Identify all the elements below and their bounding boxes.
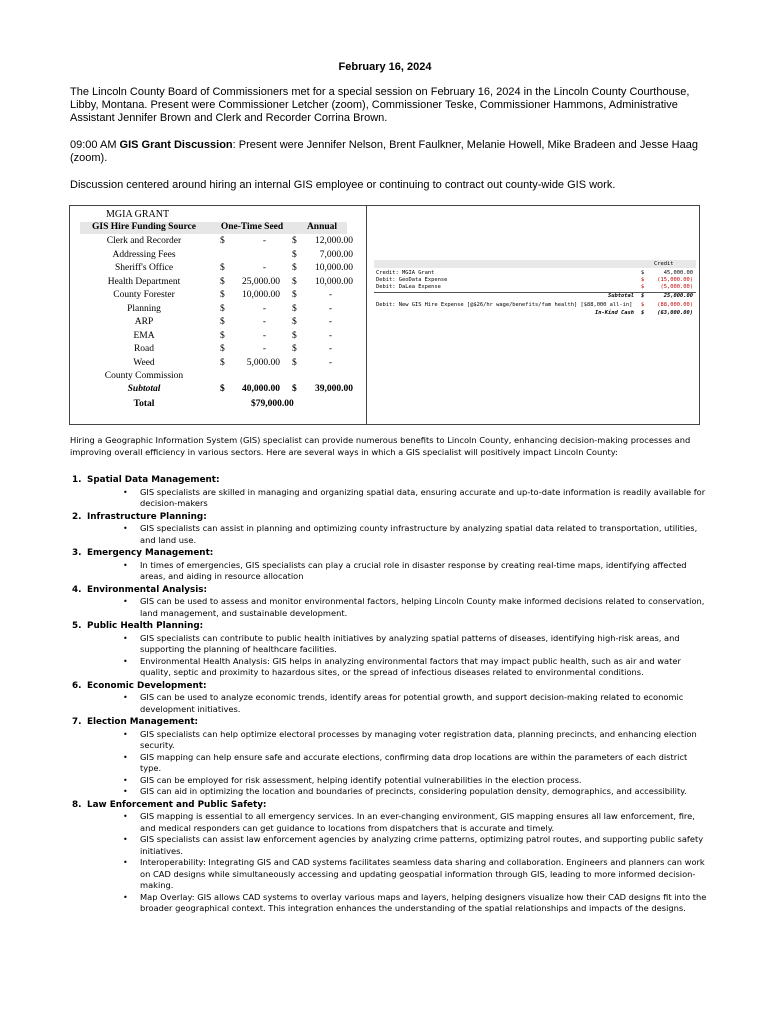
benefit-bullet: • Map Overlay: GIS allows CAD systems to overlay various maps and layers, helping designers visualize how their CAD designs fit into the broader geographical context. This integration enhances the understanding of the spatial relationships and impacts of the designs. bbox=[140, 892, 710, 915]
row-source: EMA bbox=[133, 330, 155, 341]
ledger-value: (5,000.00) bbox=[660, 284, 693, 290]
ledger-row bbox=[374, 292, 696, 300]
row-seed-dollar: $ bbox=[220, 330, 225, 341]
benefit-bullet-list bbox=[70, 560, 710, 583]
benefit-section-title bbox=[70, 680, 710, 693]
row-annual-dollar: $ bbox=[292, 263, 297, 273]
header-seed: One-Time Seed bbox=[220, 222, 284, 232]
row-annual-dollar: $ bbox=[292, 303, 297, 314]
ledger-value: 45,000.00 bbox=[663, 270, 693, 276]
ledger-dollar: $ bbox=[641, 270, 645, 276]
benefit-section bbox=[70, 799, 710, 915]
benefit-bullet: • Environmental Health Analysis: GIS helps in analyzing environmental factors that may impact public health, such as air and water quality, septic and proximity to hazardous sites, or the spread of infectious diseases related to environmental conditions. bbox=[140, 656, 710, 679]
benefit-section-number: 8. bbox=[72, 799, 82, 810]
benefit-section-heading: Environmental Analysis: bbox=[87, 584, 208, 595]
benefit-bullet: • GIS specialists can assist in planning and optimizing county infrastructure by analyzing spatial data related to transportation, utilities, and land use. bbox=[140, 523, 710, 546]
subtotal-seed-dollar: $ bbox=[220, 384, 225, 394]
benefit-section-title bbox=[70, 584, 710, 597]
benefit-section-number: 5. bbox=[72, 621, 82, 631]
grant-table-title: MGIA GRANT bbox=[106, 209, 170, 220]
ledger-value: (63,000.00) bbox=[657, 310, 693, 316]
row-annual-dollar: $ bbox=[292, 249, 297, 260]
ledger-header-credit: Credit bbox=[654, 261, 674, 267]
discussion-text: : Present were Jennifer Nelson, Brent Faulkner, Melanie Howell, Mike Bradeen and Jesse Haag (zoom). bbox=[70, 139, 698, 164]
row-seed: - bbox=[262, 317, 266, 327]
grant-table-row bbox=[80, 331, 347, 344]
benefits-list bbox=[70, 474, 710, 916]
grant-table-row bbox=[80, 317, 347, 330]
ledger-dollar: $ bbox=[641, 284, 645, 290]
benefit-section bbox=[70, 584, 710, 620]
benefit-bullet: • In times of emergencies, GIS specialists can play a crucial role in disaster response by creating real-time maps, identifying affected areas, and aiding in resource allocation bbox=[140, 560, 710, 583]
benefit-section-heading: Economic Development: bbox=[87, 680, 207, 691]
benefit-bullet: • GIS specialists can contribute to public health initiatives by analyzing spatial patterns of diseases, identifying high-risk areas, and supporting the planning of healthcare facilities. bbox=[140, 633, 710, 656]
ledger-desc: Debit: New GIS Hire Expense [@$26/hr wage/benefits/fam health] [$88,000 all-in] bbox=[376, 302, 633, 308]
benefit-section-number: 2. bbox=[72, 511, 82, 522]
meeting-date: February 16, 2024 bbox=[338, 61, 432, 73]
benefit-section-title bbox=[70, 716, 710, 729]
row-annual: - bbox=[328, 344, 332, 354]
benefit-section-number: 6. bbox=[72, 680, 82, 691]
discussion-time: 09:00 AM bbox=[70, 139, 117, 151]
row-annual-dollar: $ bbox=[292, 357, 297, 368]
benefit-section bbox=[70, 620, 710, 679]
row-seed: - bbox=[262, 236, 266, 246]
row-seed: 5,000.00 bbox=[246, 357, 280, 368]
grant-table-header bbox=[80, 222, 347, 234]
row-seed-dollar: $ bbox=[220, 236, 225, 246]
benefit-section-title bbox=[70, 620, 710, 633]
benefit-section-heading: Spatial Data Management: bbox=[87, 475, 220, 485]
row-seed-dollar: $ bbox=[220, 276, 225, 287]
discussion-paragraph bbox=[70, 139, 700, 165]
grant-table-row bbox=[80, 371, 347, 384]
grant-table-row bbox=[80, 290, 347, 303]
row-annual-dollar: $ bbox=[292, 290, 297, 300]
row-annual: 10,000.00 bbox=[315, 276, 353, 287]
grant-table-row bbox=[80, 276, 353, 290]
row-source: Clerk and Recorder bbox=[106, 236, 182, 246]
row-annual: 10,000.00 bbox=[315, 263, 353, 273]
ledger-header bbox=[374, 260, 696, 268]
row-source: Road bbox=[133, 344, 155, 354]
row-annual: - bbox=[328, 330, 332, 341]
benefit-section-title bbox=[70, 547, 710, 560]
benefit-section-heading: Infrastructure Planning: bbox=[87, 511, 207, 522]
ledger-desc: Credit: MGIA Grant bbox=[376, 270, 435, 276]
row-seed: - bbox=[262, 263, 266, 273]
grant-table-row bbox=[80, 263, 353, 276]
row-seed: - bbox=[262, 303, 266, 314]
benefit-section bbox=[70, 474, 710, 510]
ledger-desc: Debit: GeoData Expense bbox=[376, 277, 448, 283]
ledger-row bbox=[374, 284, 696, 291]
benefit-section-number: 4. bbox=[72, 584, 82, 595]
row-source: ARP bbox=[134, 317, 154, 327]
grant-table-row bbox=[80, 249, 353, 263]
row-annual: - bbox=[328, 357, 332, 368]
row-seed-dollar: $ bbox=[220, 303, 225, 314]
benefit-bullet-list bbox=[70, 811, 710, 915]
benefit-bullet-list bbox=[70, 692, 710, 715]
ledger-dollar: $ bbox=[641, 277, 645, 283]
row-annual-dollar: $ bbox=[292, 344, 297, 354]
row-annual: - bbox=[328, 303, 332, 314]
row-source: Planning bbox=[127, 303, 161, 314]
total-value: $79,000.00 bbox=[251, 399, 294, 409]
subtotal-label: Subtotal bbox=[127, 384, 161, 394]
benefit-section bbox=[70, 716, 710, 798]
ledger-value: 25,000.00 bbox=[663, 293, 693, 299]
row-seed: - bbox=[262, 344, 266, 354]
ledger-dollar: $ bbox=[641, 293, 645, 299]
ledger-panel bbox=[367, 206, 699, 424]
benefit-bullet-list bbox=[70, 487, 710, 510]
ledger-value: (15,000.00) bbox=[657, 277, 693, 283]
row-seed-dollar: $ bbox=[220, 357, 225, 368]
benefit-bullet-list bbox=[70, 523, 710, 546]
grant-table-row bbox=[80, 236, 353, 249]
benefit-section-heading: Election Management: bbox=[87, 717, 199, 727]
row-seed: 10,000.00 bbox=[242, 290, 280, 300]
header-annual: Annual bbox=[306, 222, 338, 232]
row-annual: 12,000.00 bbox=[315, 236, 353, 246]
benefit-bullet: • GIS specialists can help optimize electoral processes by managing voter registration data, planning precincts, and enhancing election security. bbox=[140, 729, 710, 752]
ledger-row bbox=[374, 310, 696, 317]
grant-figure bbox=[69, 205, 700, 425]
row-annual-dollar: $ bbox=[292, 317, 297, 327]
row-annual: - bbox=[328, 317, 332, 327]
benefit-bullet: • GIS can be employed for risk assessment, helping identify potential vulnerabilities in the election process. bbox=[140, 775, 710, 787]
intro-paragraph: The Lincoln County Board of Commissioners met for a special session on February 16, 2024 in the Lincoln County Courthouse, Libby, Montana. Present were Commissioner Letcher (zoom), Commissioner Teske, Commissioner Hammons, Administrative Assistant Jennifer Brown and Clerk and Recorder Corrina Brown. bbox=[70, 86, 690, 124]
grant-table-row bbox=[80, 358, 347, 371]
row-source: Health Department bbox=[107, 276, 181, 287]
row-annual-dollar: $ bbox=[292, 330, 297, 341]
row-seed-dollar: $ bbox=[220, 290, 225, 300]
benefit-bullet: • GIS mapping is essential to all emergency services. In an ever-changing environment, GIS mapping ensures all law enforcement, fire, and medical responders can get guidance to locations from dispatchers that is accurate and timely. bbox=[140, 811, 710, 834]
benefit-section-heading: Public Health Planning: bbox=[87, 621, 204, 631]
row-source: County Commission bbox=[104, 371, 184, 381]
benefit-section-number: 1. bbox=[72, 475, 82, 485]
benefit-bullet-list bbox=[70, 729, 710, 798]
subtotal-annual-dollar: $ bbox=[292, 384, 297, 394]
row-seed-dollar: $ bbox=[220, 263, 225, 273]
benefit-section bbox=[70, 511, 710, 547]
ledger-desc: In-Kind Cash bbox=[595, 310, 634, 316]
benefit-section-heading: Law Enforcement and Public Safety: bbox=[87, 799, 267, 810]
row-source: Weed bbox=[133, 357, 155, 368]
benefit-bullet-list bbox=[70, 596, 710, 619]
total-label: Total bbox=[133, 399, 155, 409]
row-annual-dollar: $ bbox=[292, 236, 297, 246]
row-source: Sheriff's Office bbox=[114, 263, 174, 273]
subtotal-seed: 40,000.00 bbox=[242, 384, 280, 394]
benefit-bullet: • GIS can be used to analyze economic trends, identify areas for potential growth, and support decision-making related to economic development initiatives. bbox=[140, 692, 710, 715]
header-source: GIS Hire Funding Source bbox=[92, 222, 196, 232]
benefit-bullet: • GIS can be used to assess and monitor environmental factors, helping Lincoln County make informed decisions related to conservation, land management, and sustainable development. bbox=[140, 596, 710, 619]
benefit-bullet: • GIS specialists can assist law enforcement agencies by analyzing crime patterns, optimizing patrol routes, and supporting public safety initiatives. bbox=[140, 834, 710, 857]
row-source: County Forester bbox=[113, 290, 175, 300]
benefit-section-title bbox=[70, 474, 710, 487]
benefit-bullet: • GIS can aid in optimizing the location and boundaries of precincts, considering population density, demographics, and accessibility. bbox=[140, 786, 710, 798]
summary-paragraph: Discussion centered around hiring an internal GIS employee or continuing to contract out county-wide GIS work. bbox=[70, 179, 616, 191]
ledger-value: (88,000.00) bbox=[657, 302, 693, 308]
ledger-desc: Debit: DaLea Expense bbox=[376, 284, 441, 290]
ledger-row bbox=[374, 277, 696, 284]
benefit-bullet: • GIS specialists are skilled in managing and organizing spatial data, ensuring accurate and up-to-date information is readily available for decision-makers bbox=[140, 487, 710, 510]
row-seed-dollar: $ bbox=[220, 344, 225, 354]
benefits-intro: Hiring a Geographic Information System (GIS) specialist can provide numerous benefits to Lincoln County, enhancing decision-making processes and improving overall efficiency in various sectors. Here are several ways in which a GIS specialist will positively impact Lincoln County: bbox=[70, 435, 691, 457]
benefit-bullet: • Interoperability: Integrating GIS and CAD systems facilitates seamless data sharing and collaboration. Engineers and planners can work on CAD designs while simultaneously accessing and updating geospatial information through GIS, leading to more informed decision-making. bbox=[140, 857, 710, 892]
row-annual: 7,000.00 bbox=[319, 249, 353, 260]
benefit-section-title bbox=[70, 511, 710, 524]
row-annual-dollar: $ bbox=[292, 276, 297, 287]
grant-table bbox=[70, 206, 367, 424]
ledger-dollar: $ bbox=[641, 310, 645, 316]
row-source: Addressing Fees bbox=[112, 249, 176, 260]
grant-table-row bbox=[80, 344, 347, 357]
benefit-section-title bbox=[70, 799, 710, 812]
benefit-section-heading: Emergency Management: bbox=[87, 548, 214, 558]
discussion-title: GIS Grant Discussion bbox=[119, 139, 233, 151]
benefit-section bbox=[70, 547, 710, 583]
ledger-dollar: $ bbox=[641, 302, 645, 308]
row-seed: 25,000.00 bbox=[242, 276, 280, 287]
ledger-row bbox=[374, 270, 696, 277]
ledger-row bbox=[374, 302, 696, 309]
row-seed: - bbox=[262, 330, 266, 341]
benefit-bullet: • GIS mapping can help ensure safe and accurate elections, confirming data drop locations are within the parameters of each district type. bbox=[140, 752, 710, 775]
benefit-bullet-list bbox=[70, 633, 710, 679]
grant-subtotal-row bbox=[80, 384, 353, 397]
ledger-desc: Subtotal bbox=[608, 293, 634, 299]
benefit-section bbox=[70, 680, 710, 716]
row-seed-dollar: $ bbox=[220, 317, 225, 327]
subtotal-annual: 39,000.00 bbox=[315, 384, 353, 394]
row-annual: - bbox=[328, 290, 332, 300]
benefit-section-number: 3. bbox=[72, 548, 82, 558]
benefit-section-number: 7. bbox=[72, 717, 82, 727]
grant-total-row bbox=[80, 399, 347, 412]
grant-table-row bbox=[80, 304, 347, 317]
